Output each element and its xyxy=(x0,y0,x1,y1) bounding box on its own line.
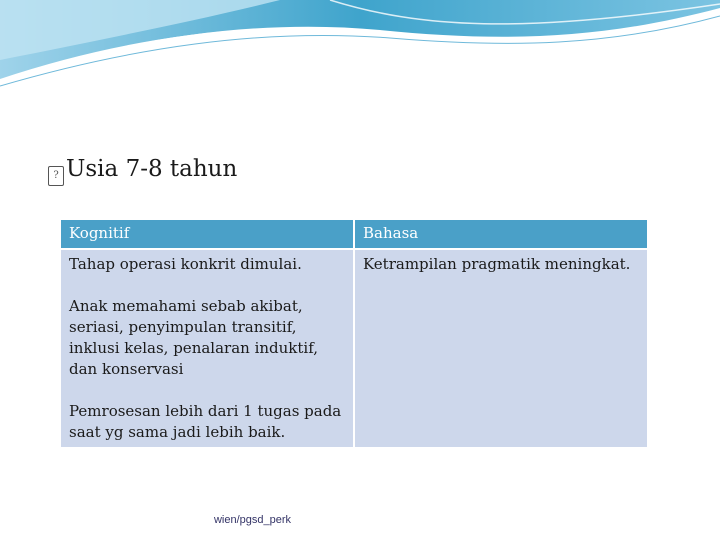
kognitif-paragraph: Anak memahami sebab akibat, seriasi, penyimpulan transitif, inklusi kelas, penalaran induktif, dan konservasi xyxy=(69,297,318,378)
kognitif-cell xyxy=(60,249,354,448)
slide-heading-text: Usia 7-8 tahun xyxy=(66,156,238,182)
header-wave-decoration xyxy=(0,0,720,90)
header-kognitif: Kognitif xyxy=(60,219,354,249)
bahasa-paragraph: Ketrampilan pragmatik meningkat. xyxy=(363,255,631,273)
missing-glyph-icon: ? xyxy=(48,166,64,186)
kognitif-paragraph: Pemrosesan lebih dari 1 tugas pada saat yg sama jadi lebih baik. xyxy=(69,402,342,441)
header-bahasa: Bahasa xyxy=(354,219,648,249)
bahasa-cell xyxy=(354,249,648,448)
comparison-table xyxy=(59,218,649,449)
kognitif-paragraph: Tahap operasi konkrit dimulai. xyxy=(69,255,302,273)
table-header-row xyxy=(60,219,648,249)
slide-heading xyxy=(48,156,237,186)
table-row xyxy=(60,249,648,448)
footer-credit: wien/pgsd_perk xyxy=(213,514,292,526)
